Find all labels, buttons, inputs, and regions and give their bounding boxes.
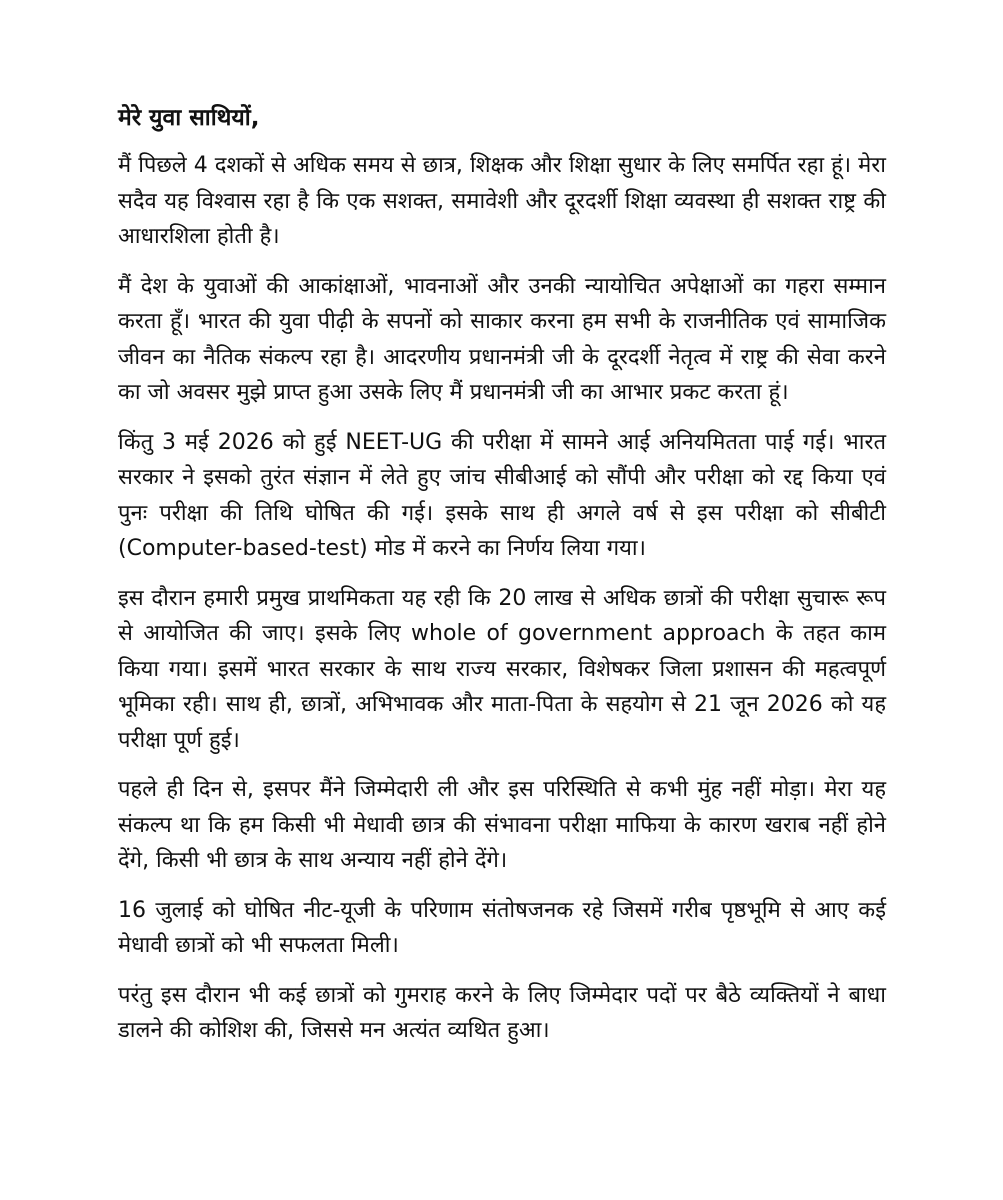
paragraph-responsibility: पहले ही दिन से, इसपर मैंने जिम्मेदारी ली और इस परिस्थिति से कभी मुंह नहीं मोड़ा। मेरा यह संकल्प था कि हम किसी भी मेधावी छात्र की संभावना परीक्षा माफिया के कारण खराब नहीं होने देंगे, किसी भी छात्र के साथ अन्याय नहीं होने देंगे। <box>118 777 886 873</box>
paragraph-results: 16 जुलाई को घोषित नीट-यूजी के परिणाम संतोषजनक रहे जिसमें गरीब पृष्ठभूमि से आए कई मेधावी छात्रों को भी सफलता मिली। <box>118 897 886 958</box>
paragraph-neet-irregularity: किंतु 3 मई 2026 को हुई NEET-UG की परीक्षा में सामने आई अनियमितता पाई गई। भारत सरकार ने इसको तुरंत संज्ञान में लेते हुए जांच सीबीआई को सौंपी और परीक्षा को रद्द किया एवं पुनः परीक्षा की तिथि घोषित की गई। इसके साथ ही अगले वर्ष से इस परीक्षा को सीबीटी (Computer-based-test) मोड में करने का निर्णय लिया गया। <box>118 429 886 561</box>
paragraph-youth-aspirations: मैं देश के युवाओं की आकांक्षाओं, भावनाओं और उनकी न्यायोचित अपेक्षाओं का गहरा सम्मान करता हूँ। भारत की युवा पीढ़ी के सपनों को साकार करना हम सभी के राजनीतिक एवं सामाजिक जीवन का नैतिक संकल्प रहा है। आदरणीय प्रधानमंत्री जी के दूरदर्शी नेतृत्व में राष्ट्र की सेवा करने का जो अवसर मुझे प्राप्त हुआ उसके लिए मैं प्रधानमंत्री जी का आभार प्रकट करता हूं। <box>118 273 886 405</box>
paragraph-commitment: मैं पिछले 4 दशकों से अधिक समय से छात्र, शिक्षक और शिक्षा सुधार के लिए समर्पित रहा हूं। मेरा सदैव यह विश्वास रहा है कि एक सशक्त, समावेशी और दूरदर्शी शिक्षा व्यवस्था ही सशक्त राष्ट्र की आधारशिला होती है। <box>118 153 886 249</box>
salutation: मेरे युवा साथियों, <box>118 105 260 131</box>
letter-page <box>118 100 886 1063</box>
paragraph-exam-conduct: इस दौरान हमारी प्रमुख प्राथमिकता यह रही कि 20 लाख से अधिक छात्रों की परीक्षा सुचारू रूप से आयोजित की जाए। इसके लिए whole of government approach के तहत काम किया गया। इसमें भारत सरकार के साथ राज्य सरकार, विशेषकर जिला प्रशासन की महत्वपूर्ण भूमिका रही। साथ ही, छात्रों, अभिभावक और माता-पिता के सहयोग से 21 जून 2026 को यह परीक्षा पूर्ण हुई। <box>118 585 886 753</box>
paragraph-obstruction: परंतु इस दौरान भी कई छात्रों को गुमराह करने के लिए जिम्मेदार पदों पर बैठे व्यक्तियों ने बाधा डालने की कोशिश की, जिससे मन अत्यंत व्यथित हुआ। <box>118 982 886 1043</box>
